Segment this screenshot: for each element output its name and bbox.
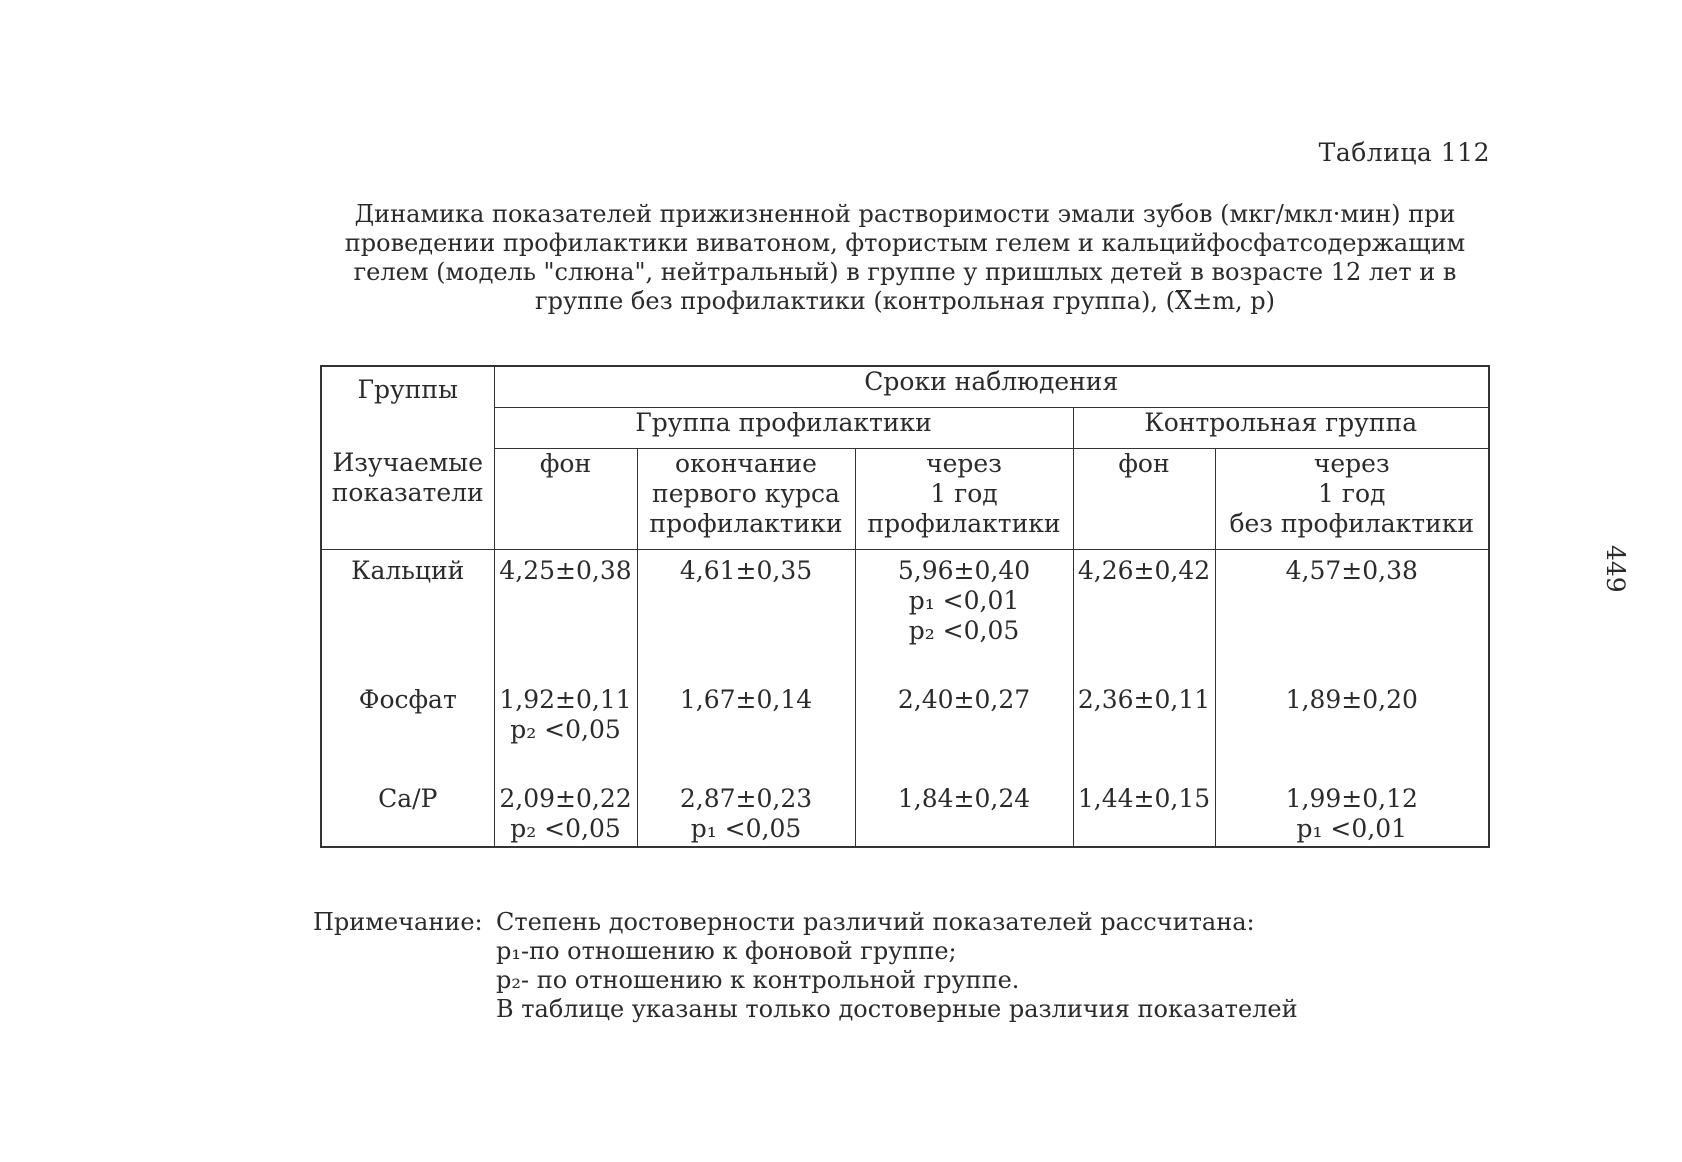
table-cell [637,550,855,680]
col-header-control-background: фон [1073,449,1215,550]
corner-indicators-line-2: показатели [331,478,484,507]
cell-value: 1,84±0,24 [897,784,1031,813]
corner-indicators-line-1: Изучаемые [332,448,483,477]
col-header-end-course-line-3: профилактики [649,509,843,538]
cell-significance: p₁ <0,01 [908,586,1020,615]
row-label-ca-p: Са/Р [321,778,494,847]
header-row-3 [321,449,1489,550]
cell-value: 4,61±0,35 [679,556,813,585]
col-header-after-year [855,449,1073,550]
cell-value: 4,25±0,38 [499,556,632,585]
cell-significance: p₂ <0,05 [510,715,621,744]
cell-value: 1,92±0,11 [499,685,632,714]
col-header-control-after-year [1215,449,1489,550]
row-label-phosphate: Фосфат [321,679,494,778]
row-label-calcium: Кальций [321,550,494,680]
cell-significance: p₁ <0,01 [1296,814,1408,843]
col-header-end-course [637,449,855,550]
caption-line-1: Динамика показателей прижизненной растворимости эмали зубов (мкг/мкл·мин) при [354,200,1456,228]
table-cell [494,550,637,680]
page-number: 449 [1601,545,1630,593]
caption-line-4 [320,287,1490,316]
header-control-group: Контрольная группа [1073,408,1489,449]
col-header-control-after-year-line-3: без профилактики [1229,509,1475,538]
note-label: Примечание: [313,908,483,936]
cell-significance: p₂ <0,05 [908,616,1020,645]
corner-groups-label: Группы [357,375,458,404]
cell-value: 2,87±0,23 [679,784,813,813]
table-cell [855,550,1073,680]
cell-value: 1,99±0,12 [1285,784,1418,813]
table-cell [1215,679,1489,778]
table-cell [637,778,855,847]
table-row [321,550,1489,680]
table-cell [1073,550,1215,680]
note-line-2: p₁-по отношению к фоновой группе; [496,937,957,965]
table-cell [494,679,637,778]
table-cell [1073,679,1215,778]
cell-value: 1,67±0,14 [679,685,813,714]
note-line-1: Степень достоверности различий показателей рассчитана: [496,908,1255,936]
header-observation-terms: Сроки наблюдения [494,366,1489,408]
table-cell [1215,778,1489,847]
note-line-4: В таблице указаны только достоверные различия показателей [496,995,1298,1023]
table-row [321,778,1489,847]
cell-value: 2,36±0,11 [1077,685,1211,714]
cell-significance: p₂ <0,05 [510,814,621,843]
col-header-after-year-line-2: 1 год [930,479,998,508]
cell-value: 1,44±0,15 [1077,784,1211,813]
col-header-control-after-year-line-1: через [1313,449,1390,478]
table-caption [320,200,1490,316]
col-header-control-after-year-line-2: 1 год [1318,479,1386,508]
note-line-3: p₂- по отношению к контрольной группе. [496,966,1020,994]
col-header-background: фон [494,449,637,550]
corner-indicators-label [322,448,494,508]
caption-line-3: гелем (модель "слюна", нейтральный) в группе у пришлых детей в возрасте 12 лет и в [353,258,1457,286]
cell-value: 4,57±0,38 [1285,556,1418,585]
cell-value: 4,26±0,42 [1077,556,1211,585]
header-row-1 [321,366,1489,408]
table-cell [494,778,637,847]
caption-line-2: проведении профилактики виватоном, фтористым гелем и кальцийфосфатсодержащим [344,229,1466,257]
caption-line-4-suffix: ±m, p) [1192,287,1275,315]
corner-header [321,366,494,550]
caption-line-4-prefix: группе без профилактики (контрольная группа), ( [535,287,1175,315]
cell-value: 2,09±0,22 [499,784,632,813]
table-row [321,679,1489,778]
table-number: Таблица 112 [1318,138,1490,167]
header-prophylaxis-group: Группа профилактики [494,408,1073,449]
col-header-end-course-line-1: окончание [675,449,817,478]
col-header-end-course-line-2: первого курса [652,479,840,508]
cell-significance: p₁ <0,05 [690,814,802,843]
data-table [320,365,1490,848]
cell-value: 5,96±0,40 [897,556,1031,585]
table-cell [855,679,1073,778]
mean-symbol: X [1174,287,1193,315]
col-header-after-year-line-3: профилактики [867,509,1061,538]
note-text [496,908,1298,1024]
table-cell [1073,778,1215,847]
table-cell [1215,550,1489,680]
cell-value: 1,89±0,20 [1285,685,1418,714]
cell-value: 2,40±0,27 [897,685,1031,714]
table-cell [637,679,855,778]
header-row-2 [321,408,1489,449]
col-header-after-year-line-1: через [926,449,1002,478]
table-cell [855,778,1073,847]
